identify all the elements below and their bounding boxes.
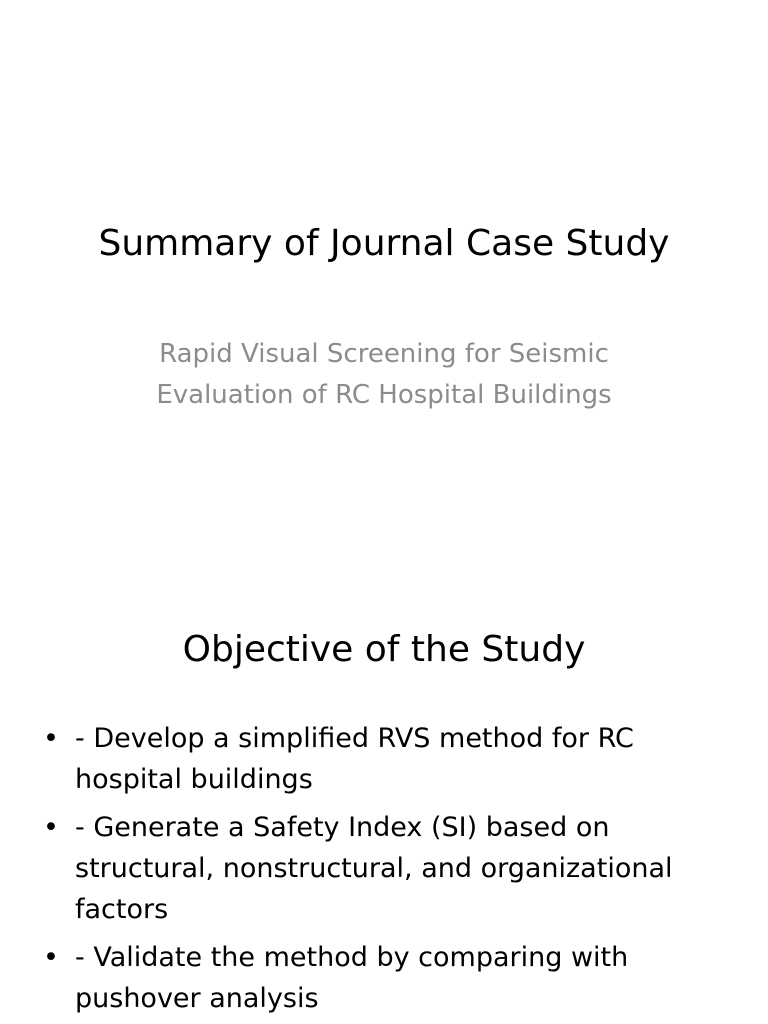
subtitle-line-2: Evaluation of RC Hospital Buildings xyxy=(156,380,612,410)
bullet-text: - Develop a simplified RVS method for RC hospital buildings xyxy=(75,723,634,795)
slide-subtitle xyxy=(0,334,768,416)
bullet-icon: • xyxy=(43,723,59,754)
slide-title-heading: Summary of Journal Case Study xyxy=(98,223,670,264)
bullet-text: - Validate the method by comparing with pushover analysis xyxy=(75,942,629,1014)
bullet-text: - Generate a Safety Index (SI) based on structural, nonstructural, and organizational factors xyxy=(75,812,673,925)
subtitle-line-1: Rapid Visual Screening for Seismic xyxy=(159,339,609,369)
slide-objective xyxy=(0,576,768,1024)
objective-bullet-list xyxy=(0,718,768,1024)
bullet-item xyxy=(0,807,768,930)
objective-heading: Objective of the Study xyxy=(182,629,586,670)
bullet-icon: • xyxy=(43,942,59,973)
bullet-item xyxy=(0,937,768,1019)
bullet-item xyxy=(0,718,768,800)
bullet-icon: • xyxy=(43,812,59,843)
